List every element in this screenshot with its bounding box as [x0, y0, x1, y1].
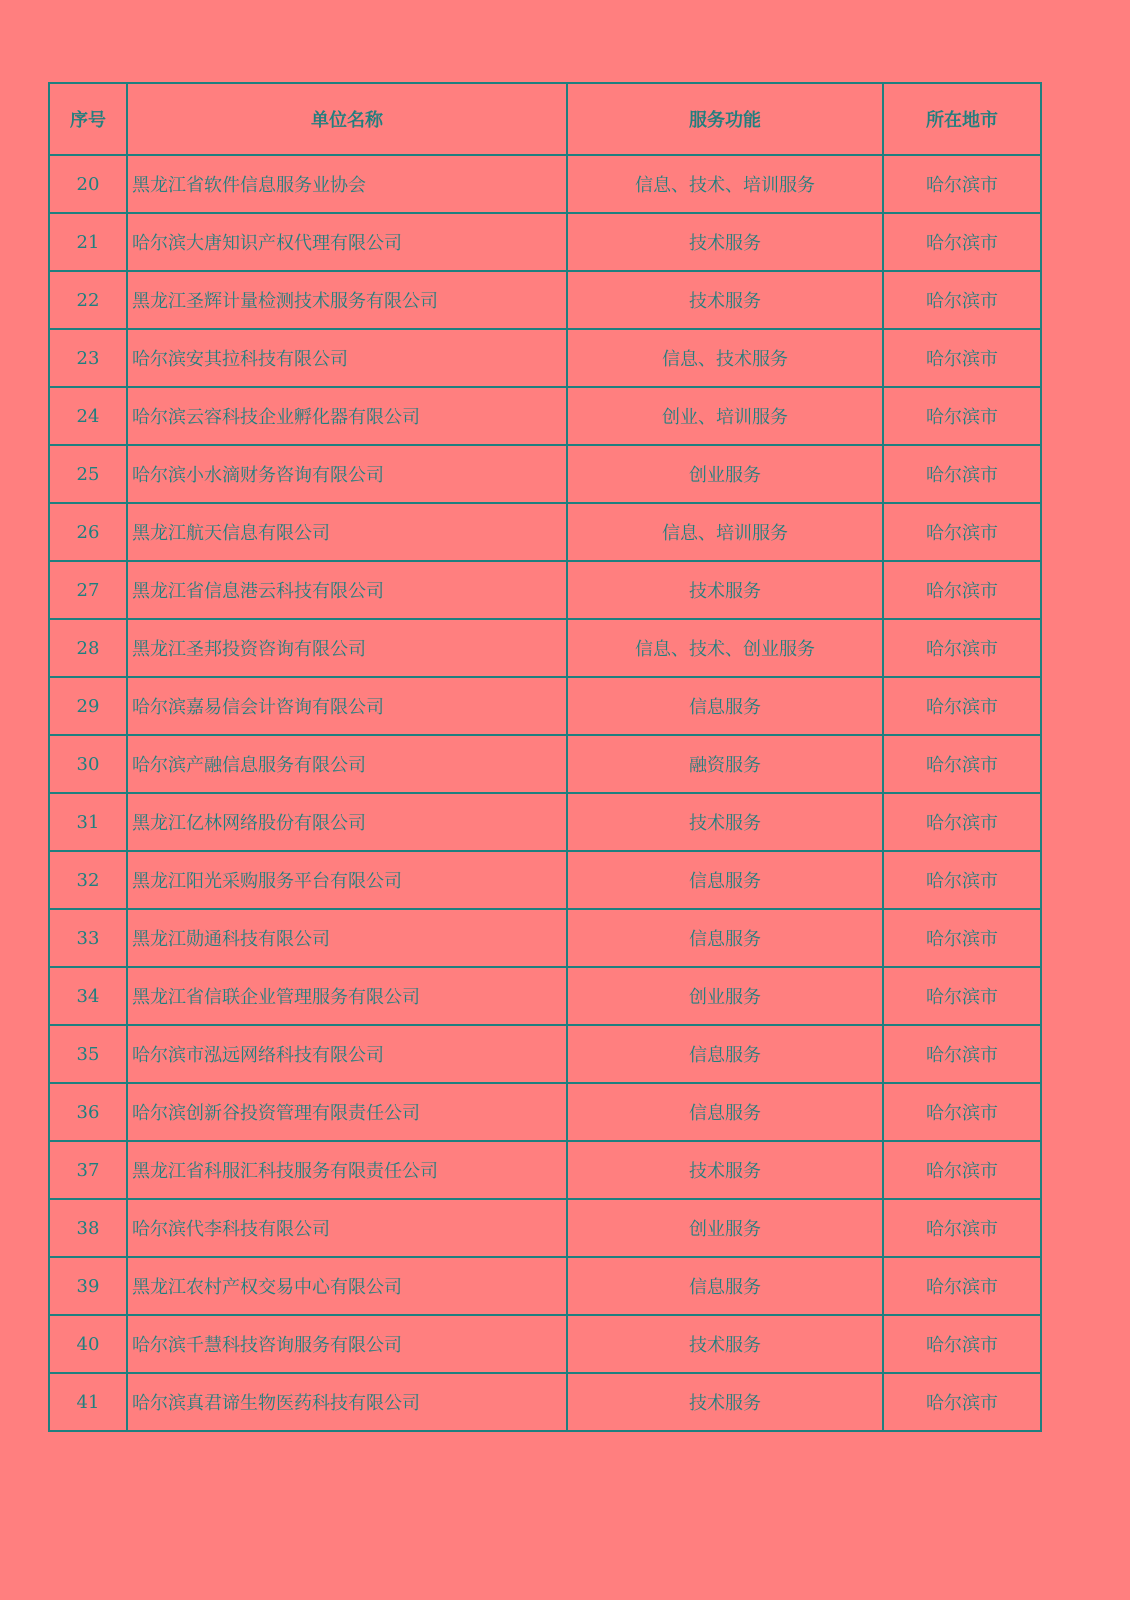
cell-service-function: 信息服务	[567, 677, 883, 735]
cell-city: 哈尔滨市	[883, 561, 1041, 619]
cell-serial-number: 25	[49, 445, 127, 503]
cell-serial-number: 26	[49, 503, 127, 561]
cell-city: 哈尔滨市	[883, 503, 1041, 561]
table-body	[49, 155, 1041, 1431]
cell-unit-name: 哈尔滨创新谷投资管理有限责任公司	[127, 1083, 567, 1141]
table-row	[49, 619, 1041, 677]
cell-unit-name: 黑龙江航天信息有限公司	[127, 503, 567, 561]
cell-serial-number: 24	[49, 387, 127, 445]
cell-city: 哈尔滨市	[883, 1315, 1041, 1373]
cell-service-function: 创业服务	[567, 1199, 883, 1257]
cell-serial-number: 28	[49, 619, 127, 677]
cell-unit-name: 黑龙江阳光采购服务平台有限公司	[127, 851, 567, 909]
cell-city: 哈尔滨市	[883, 735, 1041, 793]
table-row	[49, 1315, 1041, 1373]
cell-unit-name: 黑龙江省科服汇科技服务有限责任公司	[127, 1141, 567, 1199]
table-row	[49, 329, 1041, 387]
table-row	[49, 1141, 1041, 1199]
table-row	[49, 1257, 1041, 1315]
cell-city: 哈尔滨市	[883, 677, 1041, 735]
table-row	[49, 851, 1041, 909]
cell-serial-number: 27	[49, 561, 127, 619]
cell-city: 哈尔滨市	[883, 155, 1041, 213]
table-row	[49, 793, 1041, 851]
cell-city: 哈尔滨市	[883, 271, 1041, 329]
table-row	[49, 909, 1041, 967]
cell-unit-name: 黑龙江圣辉计量检测技术服务有限公司	[127, 271, 567, 329]
cell-service-function: 信息服务	[567, 1083, 883, 1141]
cell-serial-number: 35	[49, 1025, 127, 1083]
cell-unit-name: 哈尔滨大唐知识产权代理有限公司	[127, 213, 567, 271]
table-header-row	[49, 83, 1041, 155]
cell-serial-number: 29	[49, 677, 127, 735]
table-row	[49, 677, 1041, 735]
cell-city: 哈尔滨市	[883, 619, 1041, 677]
cell-service-function: 创业服务	[567, 445, 883, 503]
cell-city: 哈尔滨市	[883, 1083, 1041, 1141]
cell-unit-name: 哈尔滨代李科技有限公司	[127, 1199, 567, 1257]
cell-unit-name: 哈尔滨小水滴财务咨询有限公司	[127, 445, 567, 503]
table-row	[49, 155, 1041, 213]
header-serial-number: 序号	[49, 83, 127, 155]
table-row	[49, 503, 1041, 561]
table-row	[49, 387, 1041, 445]
cell-service-function: 技术服务	[567, 561, 883, 619]
cell-service-function: 信息服务	[567, 851, 883, 909]
cell-serial-number: 33	[49, 909, 127, 967]
cell-unit-name: 黑龙江亿林网络股份有限公司	[127, 793, 567, 851]
cell-service-function: 信息服务	[567, 1257, 883, 1315]
table-row	[49, 1083, 1041, 1141]
cell-unit-name: 哈尔滨真君谛生物医药科技有限公司	[127, 1373, 567, 1431]
table-row	[49, 561, 1041, 619]
cell-service-function: 技术服务	[567, 213, 883, 271]
cell-unit-name: 哈尔滨市泓远网络科技有限公司	[127, 1025, 567, 1083]
cell-service-function: 技术服务	[567, 1315, 883, 1373]
cell-service-function: 创业服务	[567, 967, 883, 1025]
cell-service-function: 信息服务	[567, 909, 883, 967]
cell-unit-name: 黑龙江农村产权交易中心有限公司	[127, 1257, 567, 1315]
cell-unit-name: 黑龙江省信息港云科技有限公司	[127, 561, 567, 619]
cell-city: 哈尔滨市	[883, 1199, 1041, 1257]
cell-serial-number: 23	[49, 329, 127, 387]
table-header	[49, 83, 1041, 155]
cell-city: 哈尔滨市	[883, 1373, 1041, 1431]
header-unit-name: 单位名称	[127, 83, 567, 155]
cell-serial-number: 22	[49, 271, 127, 329]
cell-unit-name: 哈尔滨嘉易信会计咨询有限公司	[127, 677, 567, 735]
table-row	[49, 213, 1041, 271]
cell-unit-name: 黑龙江勋通科技有限公司	[127, 909, 567, 967]
cell-city: 哈尔滨市	[883, 967, 1041, 1025]
cell-city: 哈尔滨市	[883, 387, 1041, 445]
cell-serial-number: 36	[49, 1083, 127, 1141]
header-city: 所在地市	[883, 83, 1041, 155]
table-row	[49, 735, 1041, 793]
table-row	[49, 445, 1041, 503]
cell-unit-name: 哈尔滨云容科技企业孵化器有限公司	[127, 387, 567, 445]
cell-service-function: 信息、技术、创业服务	[567, 619, 883, 677]
cell-serial-number: 37	[49, 1141, 127, 1199]
cell-serial-number: 30	[49, 735, 127, 793]
table-row	[49, 967, 1041, 1025]
cell-city: 哈尔滨市	[883, 1141, 1041, 1199]
cell-serial-number: 34	[49, 967, 127, 1025]
cell-city: 哈尔滨市	[883, 445, 1041, 503]
cell-service-function: 技术服务	[567, 271, 883, 329]
cell-unit-name: 哈尔滨产融信息服务有限公司	[127, 735, 567, 793]
cell-city: 哈尔滨市	[883, 1025, 1041, 1083]
cell-city: 哈尔滨市	[883, 213, 1041, 271]
cell-unit-name: 哈尔滨安其拉科技有限公司	[127, 329, 567, 387]
cell-service-function: 技术服务	[567, 1141, 883, 1199]
cell-city: 哈尔滨市	[883, 793, 1041, 851]
cell-city: 哈尔滨市	[883, 909, 1041, 967]
table-row	[49, 1025, 1041, 1083]
cell-service-function: 信息、技术服务	[567, 329, 883, 387]
cell-service-function: 信息、技术、培训服务	[567, 155, 883, 213]
cell-serial-number: 21	[49, 213, 127, 271]
service-unit-table	[48, 82, 1042, 1432]
header-service-function: 服务功能	[567, 83, 883, 155]
cell-serial-number: 41	[49, 1373, 127, 1431]
table-row	[49, 1199, 1041, 1257]
cell-city: 哈尔滨市	[883, 329, 1041, 387]
cell-service-function: 信息服务	[567, 1025, 883, 1083]
cell-city: 哈尔滨市	[883, 851, 1041, 909]
table-row	[49, 271, 1041, 329]
cell-serial-number: 31	[49, 793, 127, 851]
cell-serial-number: 40	[49, 1315, 127, 1373]
cell-service-function: 技术服务	[567, 1373, 883, 1431]
cell-service-function: 融资服务	[567, 735, 883, 793]
cell-service-function: 信息、培训服务	[567, 503, 883, 561]
table-row	[49, 1373, 1041, 1431]
cell-unit-name: 哈尔滨千慧科技咨询服务有限公司	[127, 1315, 567, 1373]
cell-serial-number: 39	[49, 1257, 127, 1315]
cell-service-function: 创业、培训服务	[567, 387, 883, 445]
cell-city: 哈尔滨市	[883, 1257, 1041, 1315]
cell-unit-name: 黑龙江省软件信息服务业协会	[127, 155, 567, 213]
cell-serial-number: 32	[49, 851, 127, 909]
cell-service-function: 技术服务	[567, 793, 883, 851]
cell-serial-number: 20	[49, 155, 127, 213]
cell-unit-name: 黑龙江省信联企业管理服务有限公司	[127, 967, 567, 1025]
cell-serial-number: 38	[49, 1199, 127, 1257]
cell-unit-name: 黑龙江圣邦投资咨询有限公司	[127, 619, 567, 677]
